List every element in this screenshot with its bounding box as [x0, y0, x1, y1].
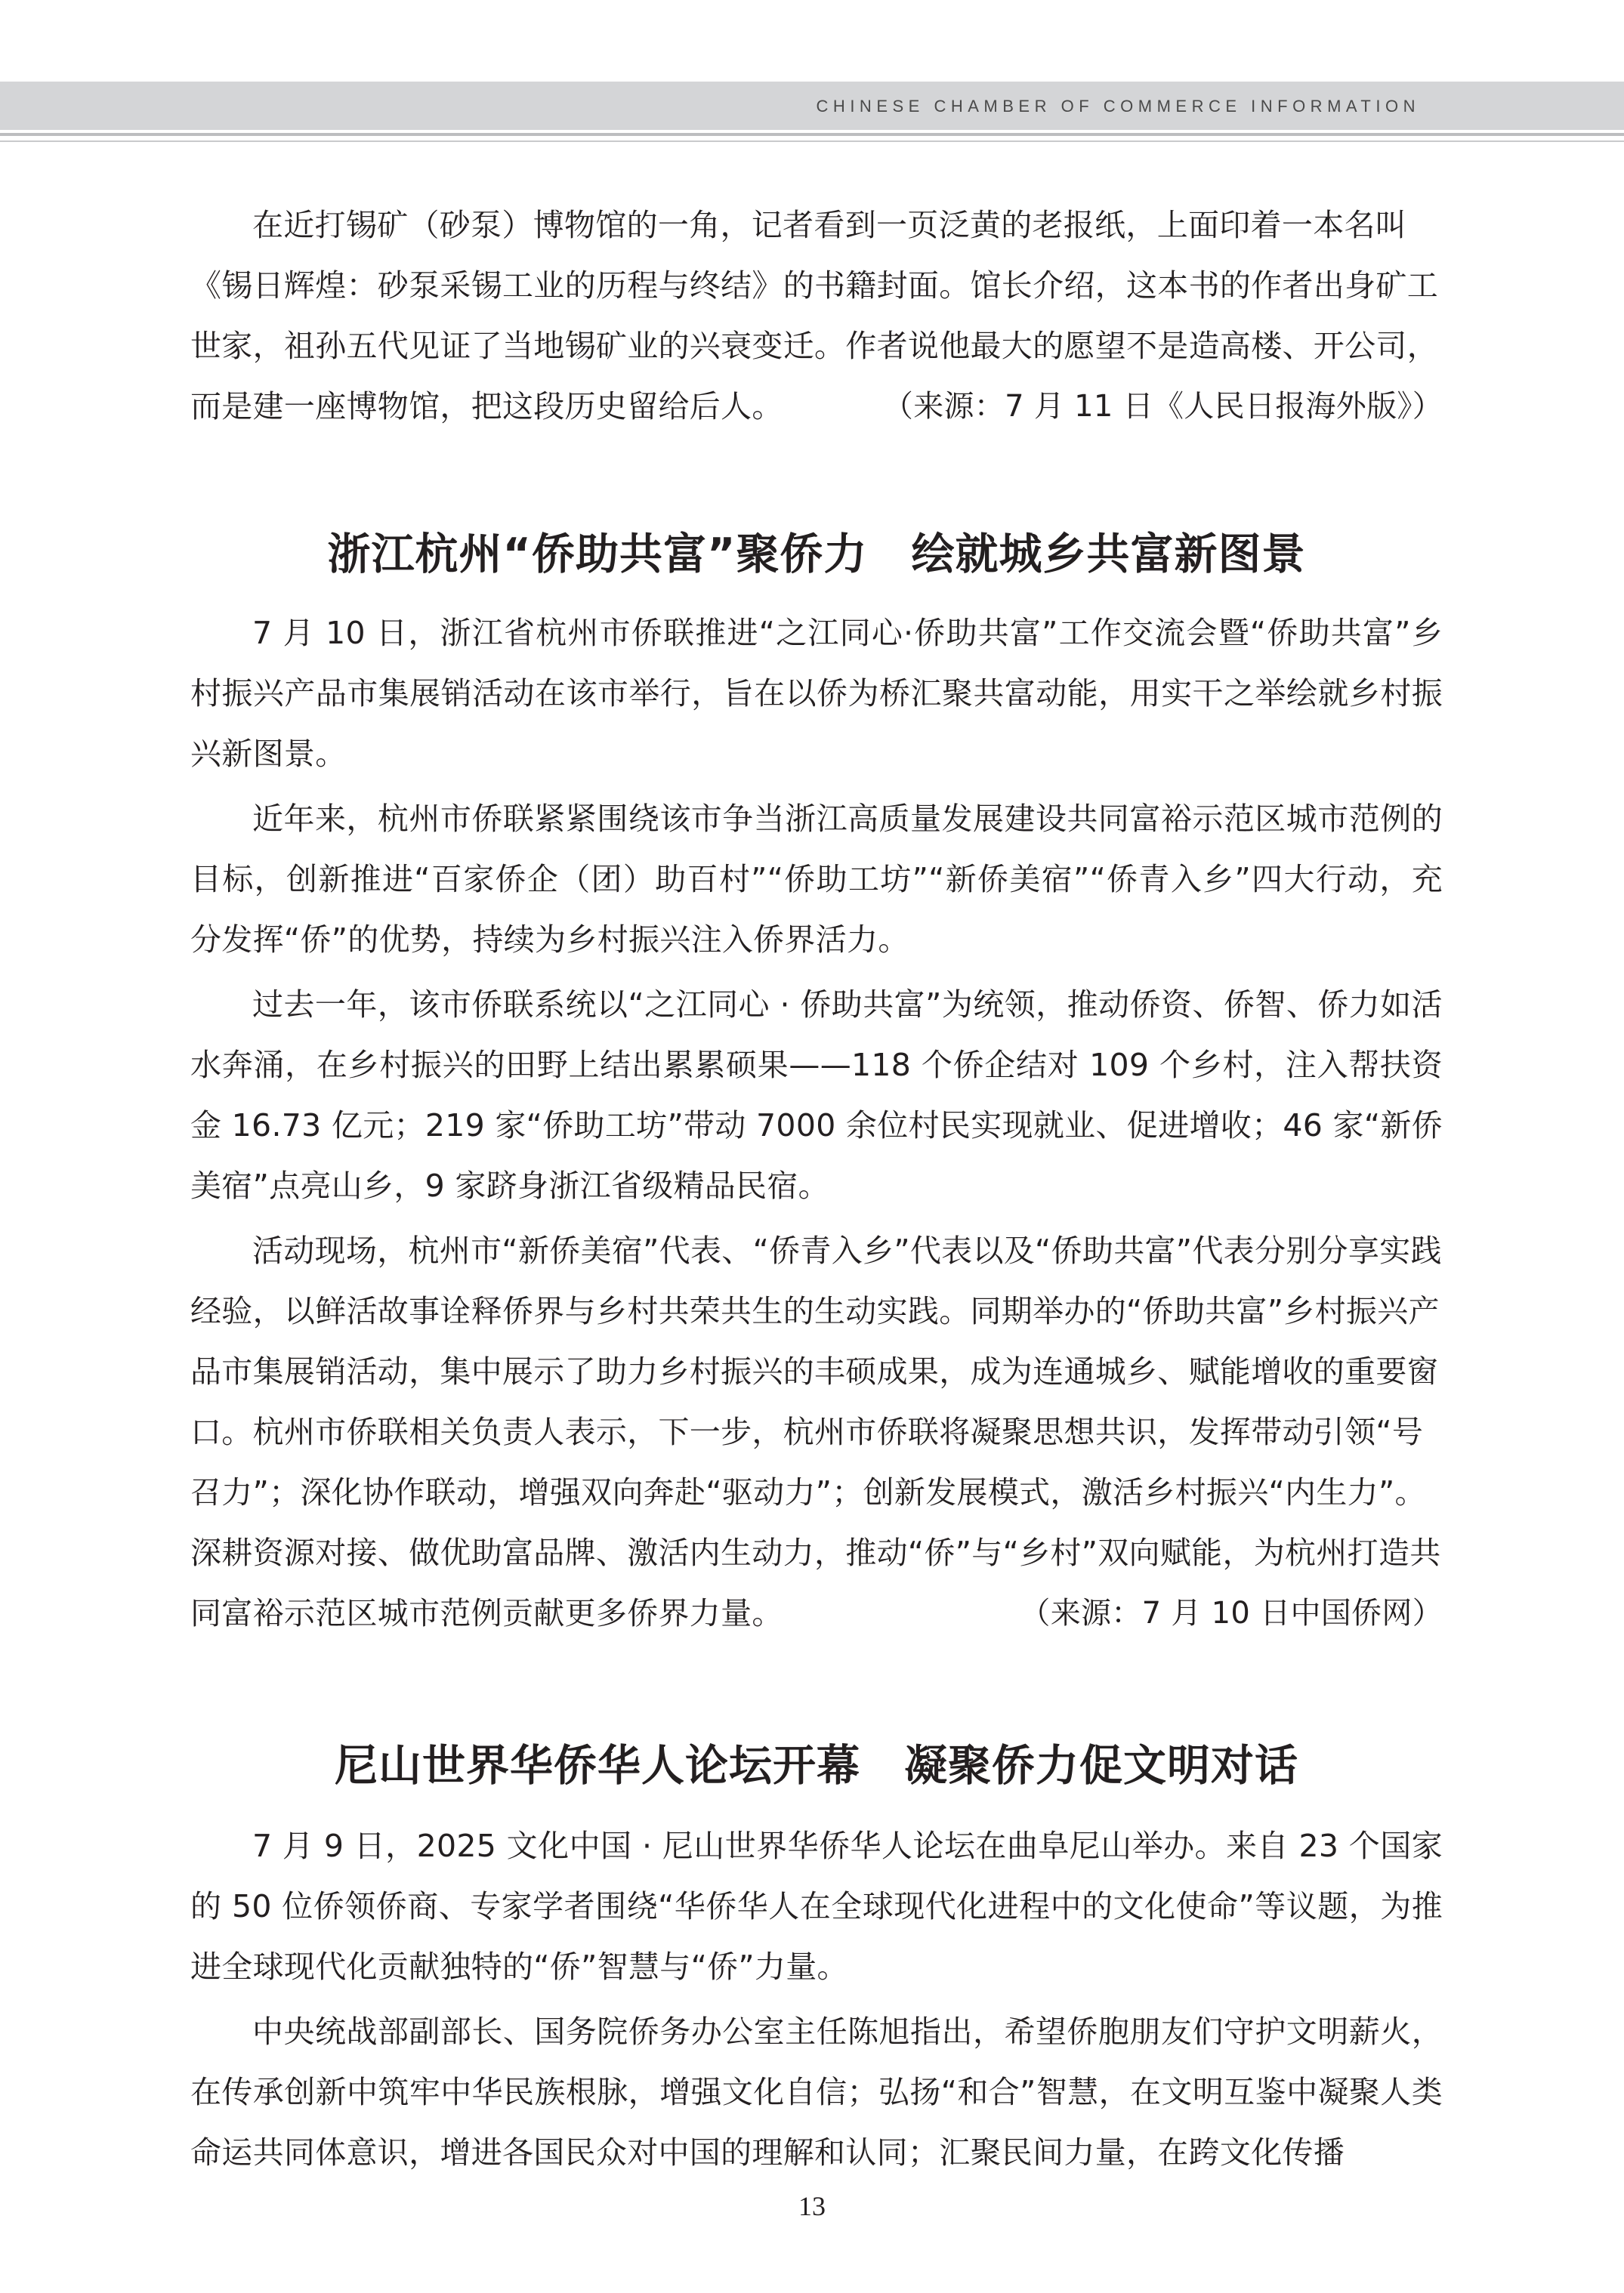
article1-paragraph: [190, 1221, 1443, 1643]
article1-paragraph-text: 活动现场，杭州市“新侨美宿”代表、“侨青入乡”代表以及“侨助共富”代表分别分享实践经验，以鲜活故事诠释侨界与乡村共荣共生的生动实践。同期举办的“侨助共富”乡村振兴产品市集展销活动，集中展示了助力乡村振兴的丰硕成果，成为连通城乡、赋能增收的重要窗口。杭州市侨联相关负责人表示，下一步，杭州市侨联将凝聚思想共识，发挥带动引领“号召力”；深化协作联动，增强双向奔赴“驱动力”；创新发展模式，激活乡村振兴“内生力”。深耕资源对接、做优助富品牌、激活内生动力，推动“侨”与“乡村”双向赋能，为杭州打造共同富裕示范区城市范例贡献更多侨界力量。: [190, 1233, 1442, 1631]
intro-paragraph: [190, 195, 1443, 437]
page-number: 13: [798, 2191, 826, 2221]
intro-text: 在近打锡矿（砂泵）博物馆的一角，记者看到一页泛黄的老报纸，上面印着一本名叫《锡日辉煌：砂泵采锡工业的历程与终结》的书籍封面。馆长介绍，这本书的作者出身矿工世家，祖孙五代见证了当地锡矿业的兴衰变迁。作者说他最大的愿望不是造高楼、开公司，而是建一座博物馆，把这段历史留给后人。: [190, 207, 1438, 424]
article2-paragraph: 中央统战部副部长、国务院侨务办公室主任陈旭指出，希望侨胞朋友们守护文明薪火，在传承创新中筑牢中华民族根脉，增强文化自信；弘扬“和合”智慧，在文明互鉴中凝聚人类命运共同体意识，增进各国民众对中国的理解和认同；汇聚民间力量，在跨文化传播: [190, 2014, 1443, 2171]
article2-title: 尼山世界华侨华人论坛开幕 凝聚侨力促文明对话: [335, 1741, 1298, 1791]
intro-source: （来源：7 月 11 日《人民日报海外版》）: [882, 389, 1443, 424]
header-divider: [0, 133, 1624, 136]
article1-paragraph: 7 月 10 日，浙江省杭州市侨联推进“之江同心·侨助共富”工作交流会暨“侨助共富”乡村振兴产品市集展销活动在该市举行，旨在以侨为桥汇聚共富动能，用实干之举绘就乡村振兴新图景。: [190, 615, 1443, 772]
article1-title: 浙江杭州“侨助共富”聚侨力 绘就城乡共富新图景: [327, 529, 1306, 579]
article1-paragraph: 近年来，杭州市侨联紧紧围绕该市争当浙江高质量发展建设共同富裕示范区城市范例的目标，创新推进“百家侨企（团）助百村”“侨助工坊”“新侨美宿”“侨青入乡”四大行动，充分发挥“侨”的优势，持续为乡村振兴注入侨界活力。: [190, 801, 1443, 958]
article1-paragraph: 过去一年，该市侨联系统以“之江同心 · 侨助共富”为统领，推动侨资、侨智、侨力如活水奔涌，在乡村振兴的田野上结出累累硕果——118 个侨企结对 109 个乡村，注入帮扶资金 16.73 亿元；219 家“侨助工坊”带动 7000 余位村民实现就业、促进增收；46 家“新侨美宿”点亮山乡，9 家跻身浙江省级精品民宿。: [190, 986, 1443, 1204]
header-divider-thin: [0, 140, 1624, 142]
article1-source: （来源：7 月 10 日中国侨网）: [1020, 1596, 1443, 1631]
article2-paragraph: 7 月 9 日，2025 文化中国 · 尼山世界华侨华人论坛在曲阜尼山举办。来自 23 个国家的 50 位侨领侨商、专家学者围绕“华侨华人在全球现代化进程中的文化使命”等议题，为推进全球现代化贡献独特的“侨”智慧与“侨”力量。: [190, 1828, 1443, 1985]
page-content: [190, 195, 1443, 2187]
magazine-name: CHINESE CHAMBER OF COMMERCE INFORMATION: [816, 97, 1420, 116]
